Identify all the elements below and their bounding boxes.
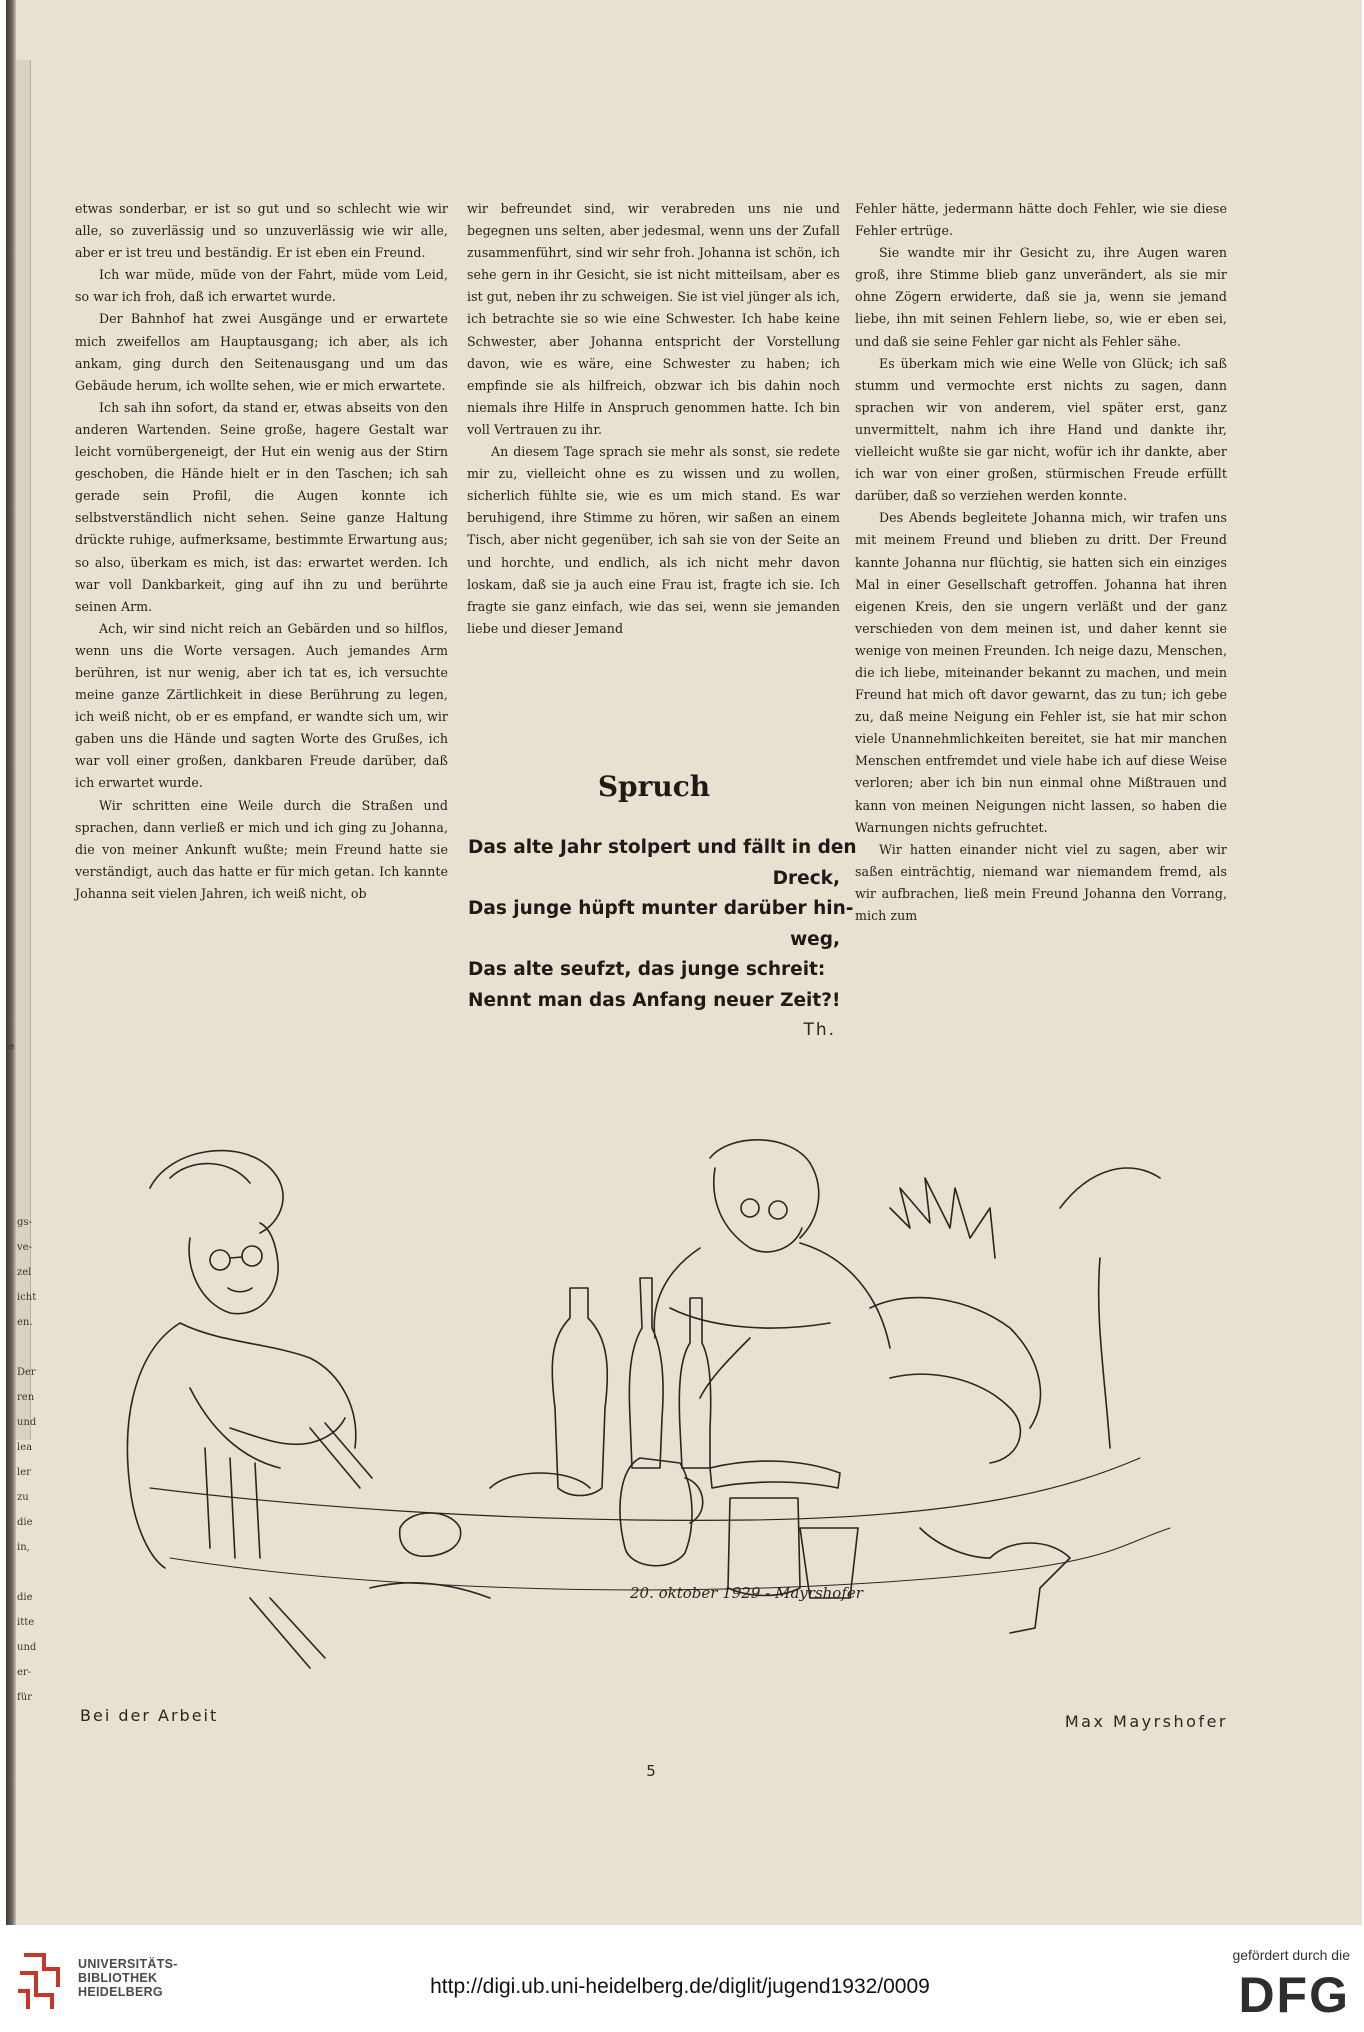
- university-name-line: BIBLIOTHEK: [78, 1971, 158, 1985]
- paragraph: etwas sonderbar, er ist so gut und so schlecht wie wir alle, so zuverlässig und so unzuverlässig wie wir alle, aber er ist treu und beständig. Er ist eben ein Freund.: [75, 201, 448, 261]
- poem-signature: Th.: [803, 1020, 836, 1040]
- text-column-2: [467, 198, 840, 708]
- poem-line: weg,: [790, 928, 840, 950]
- university-name: [78, 1957, 178, 1999]
- paragraph: wir befreundet sind, wir verabreden uns nie und begegnen uns selten, aber jedesmal, wenn uns der Zufall zusammenführt, sind wir sehr froh. Johanna ist schön, ich sehe gern in ihr Gesicht, sie ist nicht mitteilsam, aber es ist gut, neben ihr zu schweigen. Sie ist viel jünger als ich, ich betrachte sie so wie eine Schwester. Ich habe keine Schwester, aber Johanna entspricht der Vorstellung davon, wie es wäre, eine Schwester zu haben; ich empfinde sie als hilfreich, obzwar ich bis dahin noch niemals ihre Hilfe in Anspruch genommen hatte. Ich bin voll Vertrauen zu ihr.: [467, 201, 840, 437]
- paragraph: An diesem Tage sprach sie mehr als sonst, sie redete mir zu, vielleicht ohne es zu wissen und zu wollen, sicherlich fühlte sie, wie es um mich stand. Es war beruhigend, ihre Stimme zu hören, wir saßen an einem Tisch, aber nicht gegenüber, ich sah sie von der Seite an und horchte, und endlich, als ich nicht mehr davon loskam, daß sie ja auch eine Frau ist, fragte ich sie. Ich fragte sie ganz einfach, wie das sei, wenn sie jemanden liebe und dieser Jemand: [467, 444, 840, 636]
- neighbor-page-fragments: gs- ve- zel icht en. Der ren und lea ler zu die in, die itte und er- für: [17, 1217, 37, 1703]
- text-column-3: [855, 198, 1227, 1098]
- poem-line: Das alte seufzt, das junge schreit:: [468, 959, 826, 980]
- footer-bar: [0, 1925, 1364, 2032]
- poem-line: Das alte Jahr stolpert und fällt in den: [468, 837, 857, 858]
- university-logo-icon: [14, 1947, 68, 2017]
- source-url-link[interactable]: http://digi.ub.uni-heidelberg.de/diglit/jugend1932/0009: [430, 1975, 930, 1998]
- paragraph: Wir hatten einander nicht viel zu sagen, aber wir saßen einträchtig, niemand war niemandem fremd, als wir aufbrachen, ließ mein Freund Johanna den Vorrang, mich zum: [855, 841, 1227, 923]
- neighbor-page-letter: e: [8, 1040, 15, 1053]
- university-name-line: UNIVERSITÄTS-: [78, 1957, 178, 1971]
- poem-line: Nennt man das Anfang neuer Zeit?!: [468, 989, 841, 1011]
- funding-label: gefördert durch die: [1232, 1947, 1350, 1963]
- paragraph: Fehler hätte, jedermann hätte doch Fehler, wie sie diese Fehler ertrüge.: [855, 201, 1227, 239]
- poem-line: Das junge hüpft munter darüber hin-: [468, 898, 854, 919]
- illustration-caption-title: Bei der Arbeit: [80, 1706, 219, 1725]
- illustration-signature: 20. oktober 1929 - Mayrshofer: [630, 1584, 863, 1602]
- paragraph: Ich war müde, müde von der Fahrt, müde vom Leid, so war ich froh, daß ich erwartet wurde.: [75, 267, 448, 305]
- paragraph: Sie wandte mir ihr Gesicht zu, ihre Augen waren groß, ihre Stimme blieb ganz unverändert, als sie mir ohne Zögern erwiderte, daß sie ja, wenn sie jemand liebe, ihn mit seinen Fehlern liebe, so, wie er eben sei, und daß sie seine Fehler gar nicht als Fehler sähe.: [855, 245, 1227, 349]
- paragraph: Ach, wir sind nicht reich an Gebärden und so hilflos, wenn uns die Worte versagen. Auch jemandes Arm berühren, ist nur wenig, aber ich tat es, ich versuchte meine ganze Zärtlichkeit in diese Berührung zu legen, ich weiß nicht, ob er es empfand, er wandte sich um, wir gaben uns die Hände und sagten Worte des Grußes, ich war voll einer großen, dankbaren Freude darüber, daß ich erwartet wurde.: [75, 620, 448, 791]
- paragraph: Es überkam mich wie eine Welle von Glück; ich saß stumm und vermochte erst nichts zu sagen, dann sprachen wir von anderem, viel später erst, ganz unvermittelt, nahm ich ihre Hand und dankte ihr, vielleicht wußte sie gar nicht, wofür ich ihr dankte, aber ich war von einer großen, stürmischen Freude erfüllt darüber, daß so verziehen werden konnte.: [855, 355, 1227, 504]
- poem-line: Dreck,: [772, 867, 840, 889]
- paragraph: Der Bahnhof hat zwei Ausgänge und er erwartete mich zweifellos am Hauptausgang; ich aber, als ich ankam, ging durch den Seitenausgang und um das Gebäude herum, ich wollte sehen, wie er mich erwartete.: [75, 311, 448, 393]
- poem: [468, 833, 857, 1016]
- paragraph: Ich sah ihn sofort, da stand er, etwas abseits von den anderen Wartenden. Seine große, hagere Gestalt war leicht vornübergeneigt, der Hut ein wenig aus der Stirn geschoben, die Hände hielt er in den Taschen; ich sah gerade sein Profil, die Augen konnte ich selbstverständlich nicht sehen. Seine ganze Haltung drückte ruhige, aufmerksame, bestimmte Erwartung aus; so also, überkam es mich, ist das: erwartet werden. Ich war voll Dankbarkeit, ging auf ihn zu und berührte seinen Arm.: [75, 399, 448, 614]
- page-number: 5: [646, 1762, 656, 1780]
- illustration-caption-artist: Max Mayrshofer: [1064, 1712, 1228, 1731]
- poem-title: Spruch: [597, 770, 711, 803]
- university-name-line: HEIDELBERG: [78, 1985, 163, 1999]
- dfg-logo: DFG: [1238, 1967, 1350, 2023]
- paragraph: Des Abends begleitete Johanna mich, wir trafen uns mit meinem Freund und blieben zu dritt. Der Freund kannte Johanna nur flüchtig, sie hatten sich ein einziges Mal in einer Gesellschaft getroffen. Johanna hat ihren eigenen Kreis, den sie ungern verläßt und der ganz verschieden von dem meinen ist, und daher kennt sie wenige von meinen Freunden. Ich neige dazu, Menschen, die ich liebe, miteinander bekannt zu machen, und mein Freund hat mich oft davor gewarnt, das zu tun; ich gebe zu, daß meine Neigung ein Fehler ist, sie hat mir schon viele Unannehmlichkeiten bereitet, sie hat mir manchen Menschen entfremdet und viele habe ich auf diese Weise verloren; aber ich bin nun einmal ohne Mißtrauen und kann von meinen Neigungen nicht lassen, so haben die Warnungen nichts gefruchtet.: [855, 510, 1227, 835]
- book-spine: [6, 0, 16, 1925]
- paragraph: Wir schritten eine Weile durch die Straßen und sprachen, dann verließ er mich und ich ging zu Johanna, die von meiner Ankunft wußte; mein Freund hatte sie verständigt, auch das hatte er für mich getan. Ich kannte Johanna seit vielen Jahren, ich weiß nicht, ob: [75, 797, 448, 901]
- text-column-1: [75, 198, 448, 1098]
- scanned-page: [6, 0, 1362, 1925]
- illustration-sketch: [110, 1128, 1240, 1678]
